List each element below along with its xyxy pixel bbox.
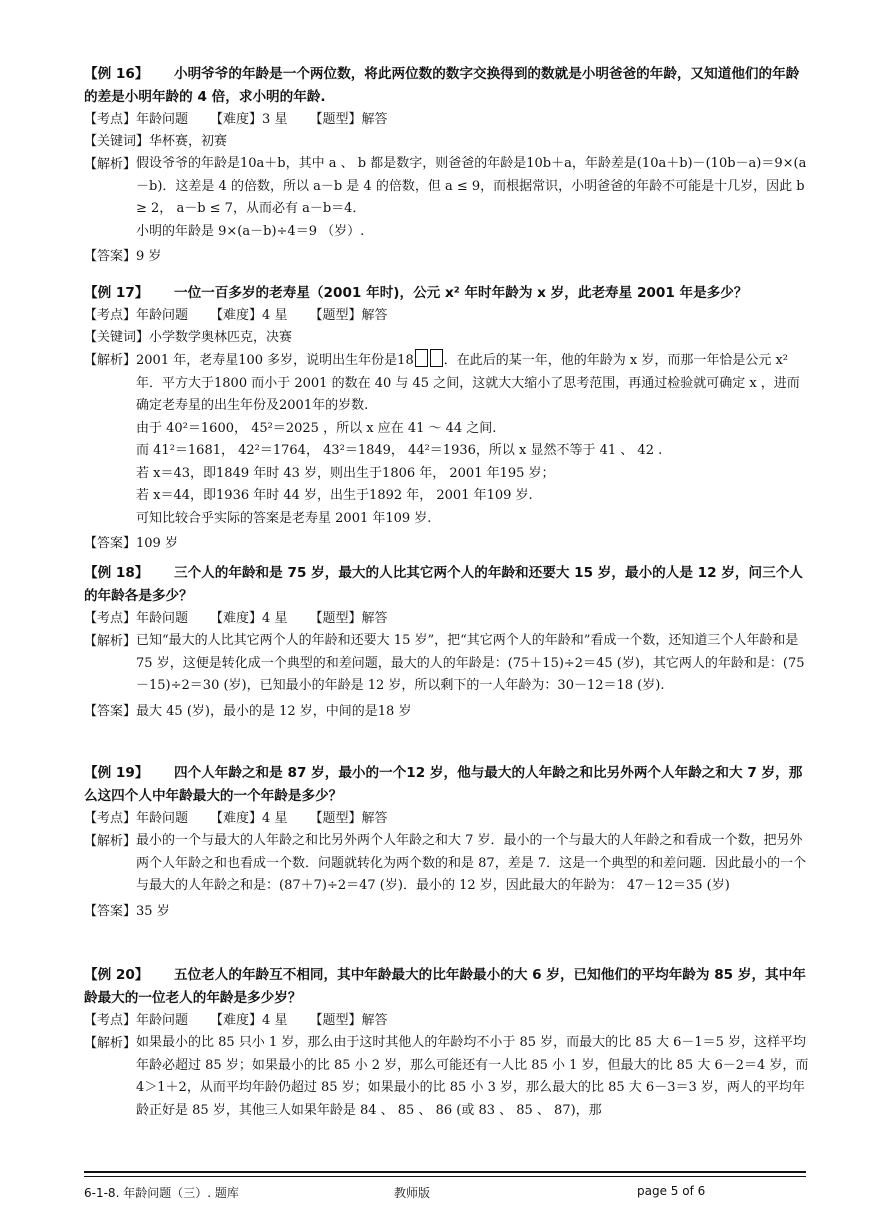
problem-19-meta: [84, 808, 809, 830]
analysis-label: 【解析】: [84, 353, 137, 368]
analysis-paragraph: 最小的一个与最大的人年龄之和比另外两个人年龄之和大 7 岁．最小的一个与最大的人年龄之和看成一个数，把另外两个人年龄之和也看成一个数．问题就转化为两个数的和是 87，差是 7．这是一个典型的和差问题．因此最小的一个与最大的人年龄之和是：(87＋7)÷2＝47 (岁)．最小的 12 岁，因此最大的年龄为： 47－12＝35 (岁): [136, 833, 807, 893]
analysis-label: 【解析】: [84, 1036, 137, 1051]
nandu-value: 4 星: [262, 1013, 288, 1028]
tixing-label: 【题型】: [309, 1013, 362, 1028]
problem-19-tag: 【例 19】: [84, 765, 149, 781]
analysis-label: 【解析】: [84, 834, 137, 849]
problem-19-question: [84, 762, 809, 808]
keyword-label: 【关键词】: [84, 330, 150, 345]
answer-value: 109 岁: [136, 536, 178, 551]
problem-18-analysis: [84, 630, 809, 698]
problem-18-answer: [84, 701, 809, 723]
problem-17-analysis: [84, 349, 809, 530]
problem-18: [84, 562, 809, 723]
nandu-label: 【难度】: [210, 308, 263, 323]
kaodian-value: 年龄问题: [136, 112, 189, 127]
problem-20-meta: [84, 1010, 809, 1032]
footer-page-number: page 5 of 6: [637, 1184, 706, 1198]
problem-20-question: [84, 964, 809, 1010]
digit-box: [415, 349, 428, 367]
problem-19-analysis: [84, 830, 809, 898]
analysis-paragraph: 可知比较合乎实际的答案是老寿星 2001 年109 岁.: [136, 510, 432, 526]
problem-16-meta: [84, 109, 809, 131]
analysis-paragraph: 假设爷爷的年龄是10a＋b，其中 a 、 b 都是数字，则爸爸的年龄是10b＋a，年龄差是(10a＋b)－(10b－a)＝9×(a－b)．这差是 4 的倍数，所以 a－b 是 4 的倍数，但 a ≤ 9，而根据常识，小明爸爸的年龄不可能是十几岁，因此 b ≥ 2， a－b ≤ 7，从而必有 a－b＝4．: [136, 156, 807, 216]
footer-edition: 教师版: [394, 1186, 431, 1200]
nandu-value: 4 星: [262, 811, 288, 826]
tixing-value: 解答: [361, 308, 388, 323]
problem-16-answer: [84, 246, 809, 268]
nandu-value: 4 星: [262, 611, 288, 626]
analysis-paragraph: 若 x＝43，即1849 年时 43 岁，则出生于1806 年， 2001 年195 岁；: [136, 465, 555, 481]
problem-17-question: [84, 282, 809, 305]
keyword-value: 华杯赛，初赛: [149, 134, 228, 149]
analysis-paragraph: 若 x＝44，即1936 年时 44 岁，出生于1892 年， 2001 年109 岁.: [136, 488, 533, 503]
tixing-value: 解答: [361, 1013, 388, 1028]
problem-16-question-text: 小明爷爷的年龄是一个两位数，将此两位数的数字交换得到的数就是小明爸爸的年龄，又知道他们的年龄的差是小明年龄的 4 倍，求小明的年龄.: [84, 66, 800, 105]
problem-20-analysis: [84, 1032, 809, 1122]
kaodian-value: 年龄问题: [136, 308, 189, 323]
kaodian-label: 【考点】: [84, 611, 137, 626]
problem-19: [84, 762, 809, 923]
problem-18-question: [84, 562, 809, 608]
analysis-paragraph: 已知“最大的人比其它两个人的年龄和还要大 15 岁”，把“其它两个人的年龄和”看成一个数，还知道三个人年龄和是 75 岁，这便是转化成一个典型的和差问题，最大的人的年龄是：(75＋15)÷2＝45 (岁)，其它两人的年龄和是：(75－15)÷2＝30 (岁)，已知最小的年龄是 12 岁，所以剩下的一人年龄为：30－12＝18 (岁).: [136, 633, 805, 693]
footer-rule-thick: [84, 1171, 806, 1173]
answer-value: 35 岁: [136, 903, 170, 919]
tixing-value: 解答: [361, 112, 388, 127]
analysis-label: 【解析】: [84, 634, 137, 649]
nandu-label: 【难度】: [210, 1013, 263, 1028]
problem-17: [84, 282, 809, 555]
problem-16-analysis: [84, 153, 809, 243]
kaodian-label: 【考点】: [84, 1013, 137, 1028]
tixing-label: 【题型】: [309, 611, 362, 626]
problem-17-answer: [84, 533, 809, 555]
problem-18-meta: [84, 608, 809, 630]
nandu-label: 【难度】: [210, 811, 263, 826]
problem-17-keyword: [84, 327, 809, 349]
kaodian-value: 年龄问题: [136, 611, 189, 626]
tixing-label: 【题型】: [309, 811, 362, 826]
digit-box: [430, 349, 443, 367]
problem-19-answer: [84, 901, 809, 923]
answer-label: 【答案】: [84, 903, 137, 919]
page-footer: [84, 1184, 806, 1202]
analysis-text-post: ．在此后的某一年，他的年龄为 x 岁，而那一年恰是公元 x² 年．平方大于1800 而小于 2001 的数在 40 与 45 之间，这就大大缩小了思考范围，再通过检验就可确定 x ，进而确定老寿星的出生年份及2001年的岁数.: [136, 353, 800, 413]
footer-doc-title: 6-1-8. 年龄问题（三）. 题库: [84, 1186, 239, 1200]
problem-20: [84, 964, 809, 1122]
answer-label: 【答案】: [84, 249, 137, 264]
analysis-paragraph: 由于 40²＝1600， 45²＝2025 ，所以 x 应在 41 ～ 44 之间.: [136, 420, 497, 436]
analysis-paragraph: [136, 349, 809, 418]
analysis-text-pre: 2001 年，老寿星100 多岁，说明出生年份是18: [136, 353, 414, 368]
answer-value: 9 岁: [136, 249, 162, 264]
problem-18-tag: 【例 18】: [84, 565, 149, 581]
answer-label: 【答案】: [84, 536, 137, 551]
problem-16: [84, 63, 809, 268]
analysis-label: 【解析】: [84, 157, 137, 172]
analysis-paragraph: 而 41²＝1681， 42²＝1764， 43²＝1849， 44²＝1936，所以 x 显然不等于 41 、 42 .: [136, 443, 663, 458]
problem-17-meta: [84, 305, 809, 327]
kaodian-label: 【考点】: [84, 308, 137, 323]
kaodian-value: 年龄问题: [136, 1013, 189, 1028]
problem-20-tag: 【例 20】: [84, 967, 149, 983]
problem-17-tag: 【例 17】: [84, 285, 149, 301]
problem-16-keyword: [84, 131, 809, 153]
problem-20-question-text: 五位老人的年龄互不相同，其中年龄最大的比年龄最小的大 6 岁，已知他们的平均年龄为 85 岁，其中年龄最大的一位老人的年龄是多少岁？: [84, 967, 806, 1006]
analysis-paragraph: 小明的年龄是 9×(a－b)÷4＝9 （岁）.: [136, 223, 365, 239]
kaodian-label: 【考点】: [84, 811, 137, 826]
problem-16-question: [84, 63, 809, 109]
analysis-paragraph: 如果最小的比 85 只小 1 岁，那么由于这时其他人的年龄均不小于 85 岁，而最大的比 85 大 6－1＝5 岁，这样平均年龄必超过 85 岁；如果最小的比 85 小 2 岁，那么可能还有一人比 85 小 1 岁，但最大的比 85 大 6－2＝4 岁，而 4＞1＋2，从而平均年龄仍超过 85 岁；如果最小的比 85 小 3 岁，那么最大的比 85 大 6－3＝3 岁，两人的平均年龄正好是 85 岁，其他三人如果年龄是 84 、 85 、 86 (或 83 、 85 、 87)，那: [136, 1035, 809, 1118]
answer-label: 【答案】: [84, 703, 137, 719]
tixing-label: 【题型】: [309, 308, 362, 323]
nandu-label: 【难度】: [210, 611, 263, 626]
keyword-value: 小学数学奥林匹克，决赛: [149, 330, 293, 345]
problem-16-tag: 【例 16】: [84, 66, 149, 82]
problem-17-question-text: 一位一百多岁的老寿星（2001 年时)，公元 x² 年时年龄为 x 岁，此老寿星 2001 年是多少？: [174, 285, 748, 301]
keyword-label: 【关键词】: [84, 134, 150, 149]
footer-rule-thin: [84, 1176, 806, 1177]
nandu-label: 【难度】: [210, 112, 263, 127]
problem-19-question-text: 四个人年龄之和是 87 岁，最小的一个12 岁，他与最大的人年龄之和比另外两个人年龄之和大 7 岁，那么这四个人中年龄最大的一个年龄是多少？: [84, 765, 803, 804]
tixing-value: 解答: [361, 811, 388, 826]
kaodian-label: 【考点】: [84, 112, 137, 127]
tixing-value: 解答: [361, 611, 388, 626]
problem-18-question-text: 三个人的年龄和是 75 岁，最大的人比其它两个人的年龄和还要大 15 岁，最小的人是 12 岁，问三个人的年龄各是多少？: [84, 565, 803, 604]
tixing-label: 【题型】: [309, 112, 362, 127]
nandu-value: 4 星: [262, 308, 288, 323]
nandu-value: 3 星: [262, 112, 288, 127]
answer-value: 最大 45 (岁)，最小的是 12 岁，中间的是18 岁: [136, 703, 412, 719]
kaodian-value: 年龄问题: [136, 811, 189, 826]
